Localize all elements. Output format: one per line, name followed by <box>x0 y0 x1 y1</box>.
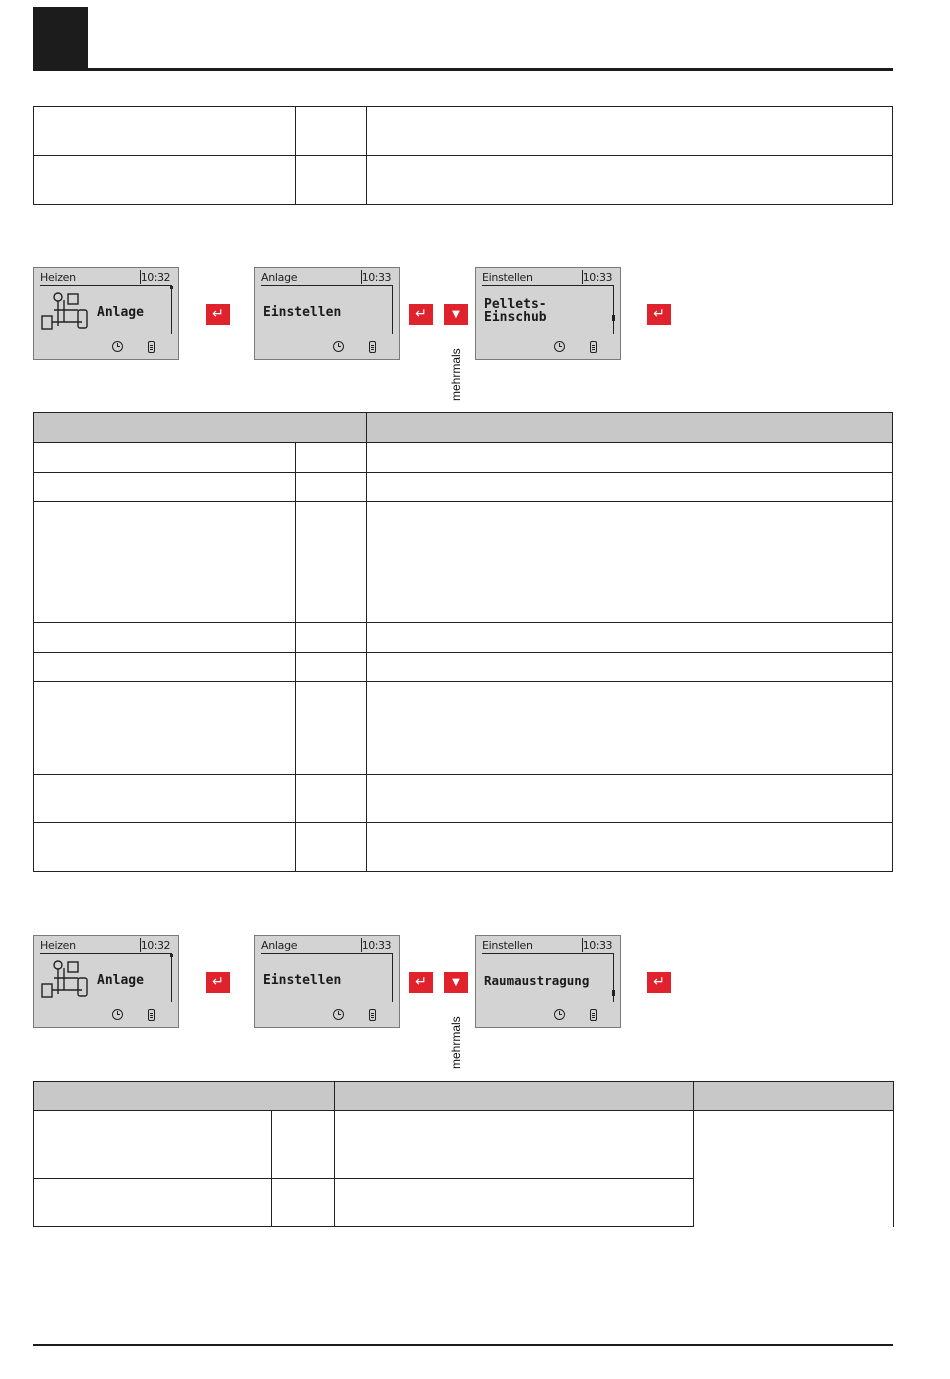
screen-title: Heizen <box>40 271 76 284</box>
pellet-tank-icon <box>148 1009 155 1021</box>
table-middle <box>33 412 893 872</box>
clock-icon <box>333 341 344 352</box>
table-row <box>34 473 893 502</box>
screen-label-line1: Pellets- <box>484 297 547 312</box>
screen-time: 10:32 <box>140 939 170 952</box>
clock-icon <box>554 1009 565 1020</box>
enter-key-icon: ↵ <box>409 972 433 993</box>
heating-system-icon <box>40 290 92 334</box>
screen-time: 10:32 <box>140 271 170 284</box>
repeat-label: mehrmals <box>449 1016 463 1069</box>
screen-label: Raumaustragung <box>484 973 590 988</box>
pellet-tank-icon <box>590 341 597 353</box>
pellet-tank-icon <box>148 341 155 353</box>
table-row <box>34 775 893 823</box>
table-row <box>34 443 893 473</box>
screen-label: Anlage <box>97 305 144 320</box>
screen-title: Anlage <box>261 939 298 952</box>
screen-label: Anlage <box>97 973 144 988</box>
table-bottom <box>33 1081 894 1227</box>
screen-time: 10:33 <box>361 271 391 284</box>
heating-system-icon <box>40 958 92 1002</box>
screen-title: Einstellen <box>482 271 533 284</box>
down-key-icon: ▼ <box>444 972 468 993</box>
clock-icon <box>112 341 123 352</box>
header-rule <box>33 68 893 71</box>
display-screen-heizen <box>33 267 179 360</box>
display-screen-anlage <box>254 267 400 360</box>
table-row <box>34 653 893 682</box>
display-screen-anlage <box>254 935 400 1028</box>
table-row <box>34 1111 894 1179</box>
table-row <box>34 682 893 775</box>
display-screen-heizen <box>33 935 179 1028</box>
table-row <box>34 623 893 653</box>
table-header-row <box>34 413 893 443</box>
screen-label-line2: Einschub <box>484 310 547 325</box>
display-screen-einstellen <box>475 935 621 1028</box>
table-row <box>34 823 893 872</box>
pellet-tank-icon <box>369 1009 376 1021</box>
enter-key-icon: ↵ <box>206 304 230 325</box>
table-top <box>33 106 893 205</box>
clock-icon <box>333 1009 344 1020</box>
table-row <box>34 156 893 205</box>
screen-time: 10:33 <box>582 939 612 952</box>
enter-key-icon: ↵ <box>409 304 433 325</box>
table-header-row <box>34 1082 894 1111</box>
screen-time: 10:33 <box>582 271 612 284</box>
table-row <box>34 502 893 623</box>
enter-key-icon: ↵ <box>206 972 230 993</box>
clock-icon <box>112 1009 123 1020</box>
footer-rule <box>33 1344 893 1346</box>
repeat-label: mehrmals <box>449 348 463 401</box>
screen-title: Anlage <box>261 271 298 284</box>
screen-title: Einstellen <box>482 939 533 952</box>
chapter-marker <box>33 7 88 71</box>
screen-label: Einstellen <box>263 305 342 320</box>
down-key-icon: ▼ <box>444 304 468 325</box>
pellet-tank-icon <box>590 1009 597 1021</box>
screen-time: 10:33 <box>361 939 391 952</box>
display-screen-einstellen <box>475 267 621 360</box>
clock-icon <box>554 341 565 352</box>
table-row <box>34 107 893 156</box>
enter-key-icon: ↵ <box>647 972 671 993</box>
enter-key-icon: ↵ <box>647 304 671 325</box>
screen-title: Heizen <box>40 939 76 952</box>
screen-label: Einstellen <box>263 973 342 988</box>
pellet-tank-icon <box>369 341 376 353</box>
